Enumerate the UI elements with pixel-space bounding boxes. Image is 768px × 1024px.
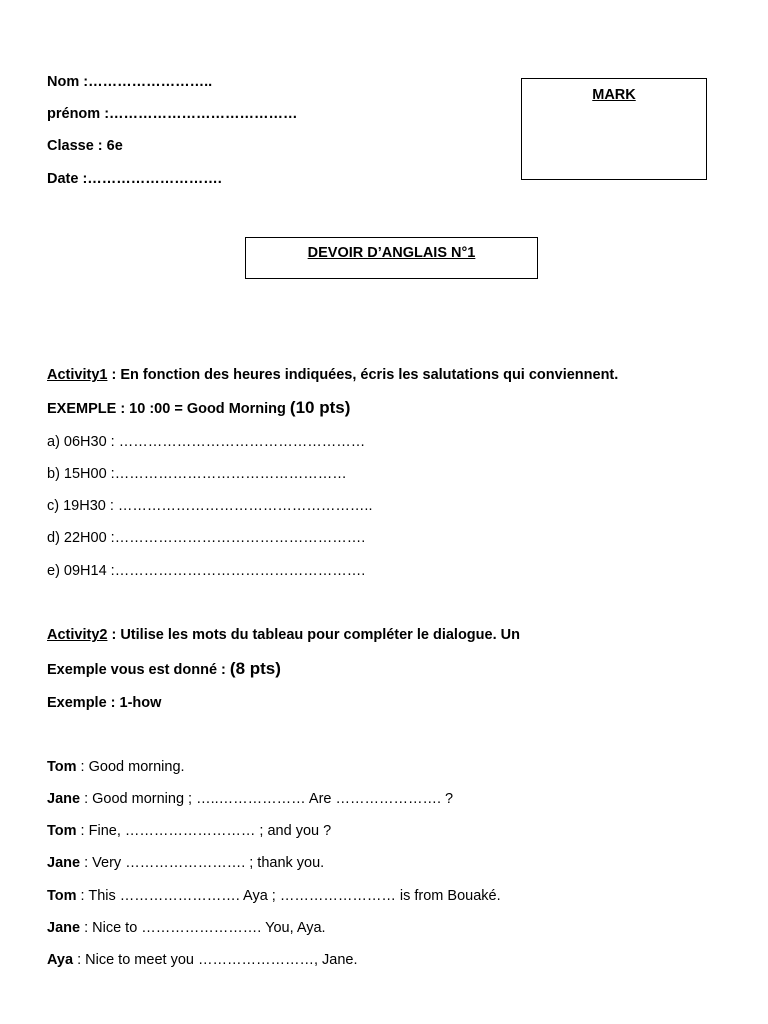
activity1-heading: Activity1 — [47, 367, 108, 383]
dialogue-line — [47, 887, 501, 905]
dialogue-speaker: Tom — [47, 759, 77, 775]
dialogue-line — [47, 758, 185, 776]
dialogue-line — [47, 822, 331, 840]
dialogue-text: : Nice to meet you ……………………, Jane. — [73, 952, 358, 968]
dialogue-speaker: Jane — [47, 855, 81, 871]
activity2-instruction — [47, 626, 520, 644]
date-field — [47, 170, 222, 188]
dialogue-text: : Fine, ……………………… ; and you ? — [76, 823, 332, 839]
activity1-item-e: e) 09H14 :……………………………………………. — [47, 563, 366, 579]
mark-box — [521, 78, 707, 180]
title-box — [245, 237, 538, 279]
date-blank: ………………………. — [87, 171, 222, 187]
dialogue-text: : Very ……………………. ; thank you. — [80, 855, 325, 871]
activity2-instruction-line2 — [47, 660, 281, 679]
prenom-blank: ………………………………… — [109, 106, 298, 122]
activity1-item-d: d) 22H00 :……………………………………………. — [47, 530, 366, 546]
dialogue-line — [47, 951, 358, 969]
dialogue-speaker: Jane — [47, 920, 81, 936]
dialogue-text: : Nice to ……………………. You, Aya. — [80, 920, 326, 936]
nom-label: Nom : — [47, 74, 89, 90]
dialogue-speaker: Aya — [47, 952, 74, 968]
activity1-item-c: c) 19H30 : …………………………………………….. — [47, 498, 373, 514]
dialogue-speaker: Tom — [47, 888, 77, 904]
nom-blank: …………………….. — [88, 74, 213, 90]
activity1-item-a: a) 06H30 : …………………………………………… — [47, 434, 366, 450]
date-label: Date : — [47, 171, 88, 187]
activity1-item-b: b) 15H00 :………………………………………… — [47, 466, 347, 482]
dialogue-line — [47, 790, 453, 808]
prenom-field — [47, 105, 298, 123]
activity1-instruction — [47, 366, 618, 384]
activity2-points: (8 pts) — [229, 659, 281, 678]
activity1-example-text: EXEMPLE : 10 :00 = Good Morning — [47, 401, 290, 417]
classe-field — [47, 137, 123, 155]
dialogue-line — [47, 919, 326, 937]
classe-label: Classe : 6e — [47, 138, 123, 154]
activity2-example: Exemple : 1-how — [47, 695, 162, 711]
dialogue-speaker: Jane — [47, 791, 81, 807]
dialogue-text: : Good morning ; …..……………… Are …………………. ? — [80, 791, 454, 807]
mark-label: MARK — [592, 87, 636, 103]
activity2-text-line2: Exemple vous est donné : — [47, 662, 230, 678]
dialogue-text: : Good morning. — [76, 759, 185, 775]
dialogue-text: : This ……………………. Aya ; …………………… is from Bouaké. — [76, 888, 501, 904]
nom-field — [47, 73, 212, 91]
activity2-text-line1: : Utilise les mots du tableau pour compléter le dialogue. Un — [107, 627, 520, 643]
activity2-heading: Activity2 — [47, 627, 108, 643]
dialogue-line — [47, 854, 324, 872]
activity1-points: (10 pts) — [289, 398, 351, 417]
activity1-text: : En fonction des heures indiquées, écris les salutations qui conviennent. — [107, 367, 619, 383]
page-title: DEVOIR D’ANGLAIS N°1 — [307, 245, 476, 261]
prenom-label: prénom : — [47, 106, 110, 122]
dialogue-speaker: Tom — [47, 823, 77, 839]
activity1-example — [47, 399, 350, 418]
